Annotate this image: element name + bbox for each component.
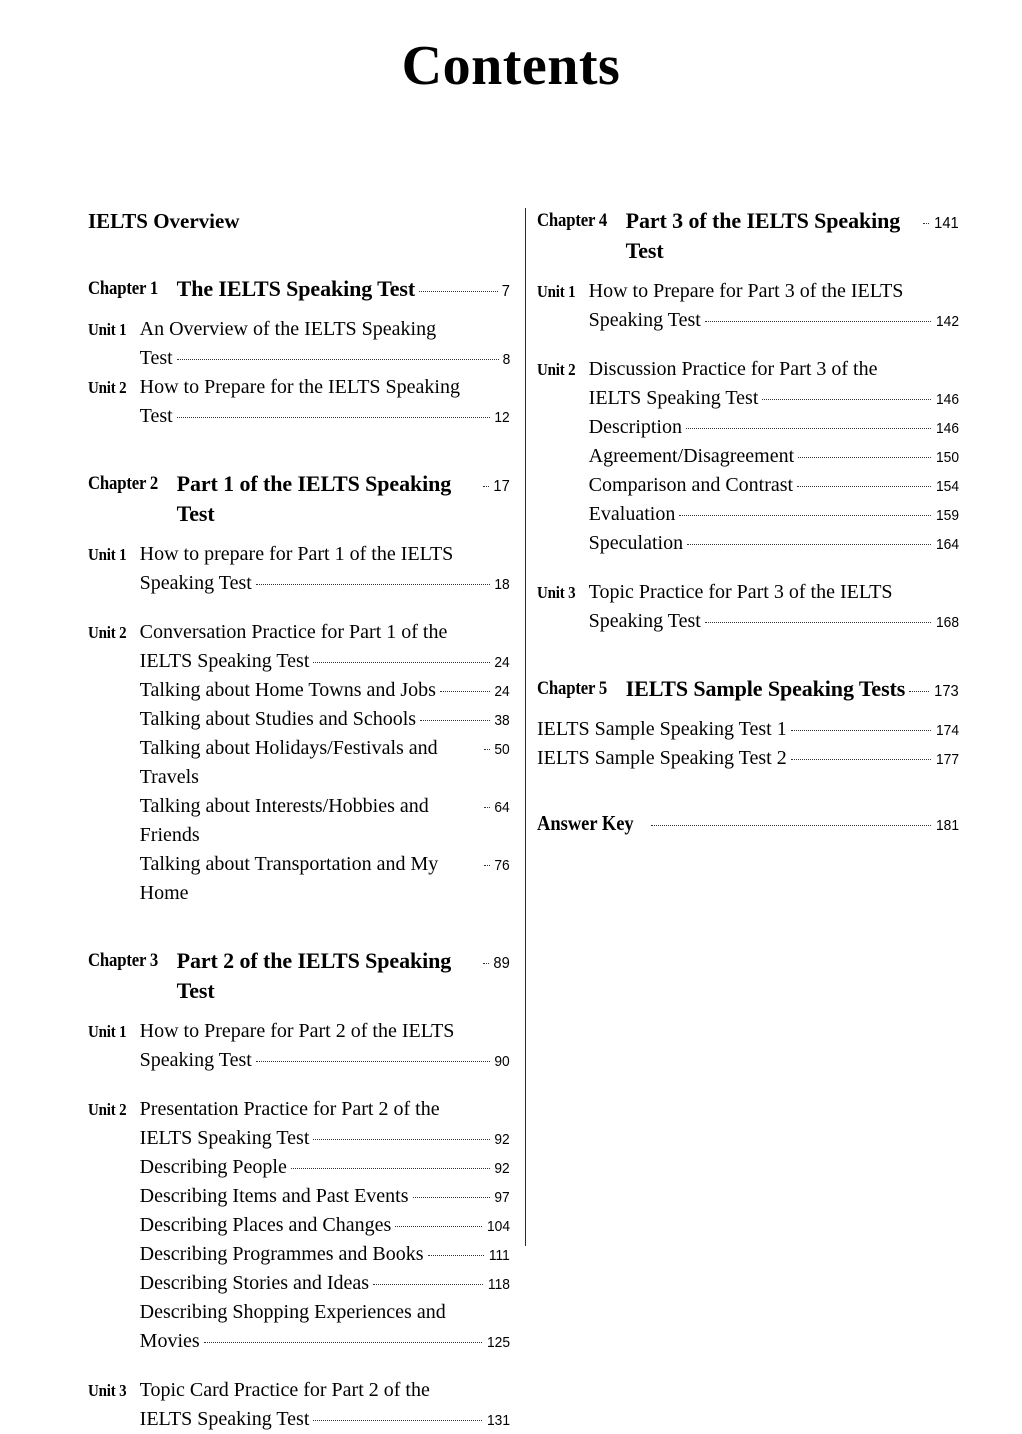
subentry-title: Talking about Transportation and My Home [139, 853, 444, 904]
spacer [88, 1006, 510, 1017]
toc-subentry-row[interactable] [140, 850, 510, 908]
chapter-title: Part 2 of the IELTS Speaking Test [176, 948, 457, 1003]
toc-unit-row[interactable] [88, 315, 510, 373]
toc-subentry-row[interactable] [589, 500, 959, 529]
page-number: 92 [494, 1160, 510, 1177]
spacer [88, 304, 510, 315]
contents-left-column [88, 206, 510, 1434]
page-number: 150 [935, 449, 959, 466]
unit-label: Unit 2 [88, 378, 127, 397]
dot-leader [762, 388, 931, 404]
spacer [88, 598, 510, 618]
unit-label: Unit 1 [88, 320, 127, 339]
dot-leader [483, 473, 489, 491]
unit-title-line: Topic Card Practice for Part 2 of the [139, 1379, 430, 1401]
page-number: 181 [935, 817, 959, 834]
spacer [88, 236, 510, 274]
unit-title-line: How to Prepare for the IELTS Speaking [139, 376, 460, 398]
toc-line [626, 206, 959, 266]
chapter-body [626, 674, 959, 704]
page-number: 146 [935, 391, 959, 408]
page-number: 142 [935, 313, 959, 330]
subentry-title: Describing Items and Past Events [139, 1185, 409, 1207]
toc-subentry-row[interactable] [140, 705, 510, 734]
toc-entry-row[interactable] [537, 744, 959, 773]
page-number: 146 [935, 420, 959, 437]
chapter-title: Part 1 of the IELTS Speaking Test [176, 471, 457, 526]
toc-entry-row[interactable] [537, 715, 959, 744]
toc-subentry-row[interactable] [140, 1327, 510, 1356]
contents-right-column [537, 206, 959, 836]
subentry-title: Talking about Holidays/Festivals and Travels [139, 737, 443, 788]
subentry-title: Description [588, 416, 682, 438]
dot-leader [440, 680, 490, 696]
page-number: 64 [494, 799, 510, 816]
page-number: 24 [494, 654, 510, 671]
dot-leader [797, 475, 931, 491]
dot-leader [923, 210, 929, 228]
page-number: 89 [493, 955, 510, 972]
unit-title-line: How to Prepare for Part 2 of the IELTS [139, 1020, 455, 1042]
toc-unit-row[interactable] [88, 1017, 510, 1075]
page-number: 118 [487, 1276, 510, 1293]
toc-line [140, 315, 510, 344]
unit-title-line: Conversation Practice for Part 1 of the [139, 621, 448, 643]
unit-label: Unit 1 [88, 1022, 127, 1041]
toc-unit-row[interactable] [88, 373, 510, 431]
dot-leader [705, 310, 931, 326]
toc-unit-row[interactable] [537, 578, 959, 636]
toc-subentry-row[interactable] [140, 676, 510, 705]
toc-subentry-row[interactable] [589, 442, 959, 471]
unit-label: Unit 1 [88, 545, 127, 564]
subentry-title: Describing Places and Changes [139, 1214, 392, 1236]
toc-line [589, 607, 959, 636]
chapter-label: Chapter 2 [88, 473, 159, 494]
page-number: 159 [935, 507, 959, 524]
page-number: 168 [935, 614, 959, 631]
page-number: 38 [494, 712, 510, 729]
toc-line [140, 373, 510, 402]
dot-leader [419, 278, 498, 296]
page-number: 50 [494, 741, 510, 758]
toc-chapter-row[interactable] [88, 469, 510, 529]
toc-line [589, 277, 959, 306]
page-number: 18 [494, 576, 510, 593]
toc-answer-key-row[interactable] [537, 811, 959, 836]
unit-body [589, 355, 959, 558]
dot-leader [791, 748, 931, 764]
entry-title: IELTS Sample Speaking Test 2 [537, 747, 787, 769]
dot-leader [420, 709, 490, 725]
unit-title-line: IELTS Speaking Test [139, 1127, 310, 1149]
toc-chapter-row[interactable] [537, 206, 959, 266]
unit-title-line: Speaking Test [588, 309, 701, 331]
unit-label: Unit 1 [537, 282, 576, 301]
toc-unit-row[interactable] [88, 618, 510, 908]
subentry-title: Describing Stories and Ideas [139, 1272, 370, 1294]
page-number: 111 [489, 1247, 510, 1264]
unit-title-line: Speaking Test [139, 1049, 252, 1071]
subentry-title: Talking about Studies and Schools [139, 708, 417, 730]
spacer [537, 558, 959, 578]
subentry-title: Agreement/Disagreement [588, 445, 795, 467]
page-number: 154 [935, 478, 959, 495]
dot-leader [687, 533, 931, 549]
unit-label: Unit 2 [88, 623, 127, 642]
unit-title-line: Test [139, 405, 173, 427]
page-number: 125 [486, 1334, 510, 1351]
dot-leader [798, 446, 931, 462]
section-heading-ielts-overview: IELTS Overview [88, 209, 240, 233]
unit-body [589, 578, 959, 636]
unit-title-line: IELTS Speaking Test [139, 650, 310, 672]
toc-subentry-row[interactable] [589, 529, 959, 558]
toc-line [589, 578, 959, 607]
page-number: 164 [935, 536, 959, 553]
page-number: 12 [494, 409, 510, 426]
spacer [537, 335, 959, 355]
chapter-title: IELTS Sample Speaking Tests [625, 676, 906, 701]
dot-leader [413, 1186, 491, 1202]
unit-title-line: Topic Practice for Part 3 of the IELTS [588, 581, 893, 603]
spacer [88, 1356, 510, 1376]
unit-body [140, 1017, 510, 1075]
toc-line [177, 274, 510, 304]
dot-leader [256, 573, 491, 589]
dot-leader [679, 504, 931, 520]
dot-leader [313, 1409, 482, 1425]
toc-line [589, 306, 959, 335]
dot-leader [705, 611, 931, 627]
unit-body [140, 1095, 510, 1356]
dot-leader [909, 678, 929, 696]
toc-line [140, 647, 510, 676]
toc-unit-row[interactable] [537, 355, 959, 558]
chapter-body [177, 946, 510, 1006]
chapter-body [626, 206, 959, 266]
toc-line [140, 1017, 510, 1046]
chapter-label: Chapter 3 [88, 950, 159, 971]
toc-unit-row[interactable] [537, 277, 959, 335]
unit-body [140, 540, 510, 598]
unit-title-line: How to Prepare for Part 3 of the IELTS [588, 280, 904, 302]
page-number: 174 [935, 722, 959, 739]
dot-leader [651, 814, 931, 830]
dot-leader [484, 854, 490, 870]
unit-title-line: Speaking Test [588, 610, 701, 632]
page-title: Contents [401, 35, 621, 97]
toc-unit-row[interactable] [88, 540, 510, 598]
dot-leader [373, 1273, 483, 1289]
toc-line [140, 1376, 510, 1405]
toc-subentry-row[interactable] [140, 792, 510, 850]
page-number: 24 [494, 683, 510, 700]
unit-label: Unit 2 [537, 360, 576, 379]
unit-title-line: Presentation Practice for Part 2 of the [139, 1098, 440, 1120]
page-number: 76 [494, 857, 510, 874]
spacer [537, 636, 959, 674]
dot-leader [177, 406, 491, 422]
subentry-title: Talking about Interests/Hobbies and Friends [139, 795, 434, 846]
unit-label: Unit 3 [537, 583, 576, 602]
page-number: 104 [486, 1218, 510, 1235]
toc-line [626, 674, 959, 704]
toc-line [140, 1405, 510, 1434]
dot-leader [291, 1157, 490, 1173]
entry-title: IELTS Sample Speaking Test 1 [537, 718, 787, 740]
toc-line [140, 344, 510, 373]
unit-title-line: Test [139, 347, 173, 369]
toc-line [589, 384, 959, 413]
spacer [88, 529, 510, 540]
spacer [88, 908, 510, 946]
subentry-title-line: Describing Shopping Experiences and [139, 1301, 446, 1323]
dot-leader [483, 950, 489, 968]
unit-body [589, 277, 959, 335]
unit-title-line: IELTS Speaking Test [139, 1408, 310, 1430]
toc-chapter-row[interactable] [88, 274, 510, 304]
toc-subentry-row[interactable] [140, 1182, 510, 1211]
spacer [537, 773, 959, 811]
page-number: 141 [934, 215, 959, 232]
unit-label: Unit 2 [88, 1100, 127, 1119]
unit-body [140, 618, 510, 908]
spacer [537, 704, 959, 715]
unit-body [140, 1376, 510, 1434]
toc-line [177, 946, 510, 1006]
subentry-title: Evaluation [588, 503, 676, 525]
chapter-body [177, 469, 510, 529]
toc-subentry-row[interactable] [589, 413, 959, 442]
toc-subentry-row[interactable] [140, 1240, 510, 1269]
unit-body [140, 315, 510, 373]
unit-title-line: IELTS Speaking Test [588, 387, 759, 409]
toc-subentry-row[interactable] [589, 471, 959, 500]
chapter-label: Chapter 5 [537, 678, 608, 699]
dot-leader [313, 1128, 490, 1144]
dot-leader [484, 796, 490, 812]
page-number: 7 [501, 283, 510, 300]
chapter-title: The IELTS Speaking Test [176, 276, 416, 301]
toc-unit-row[interactable] [88, 1095, 510, 1356]
dot-leader [395, 1215, 482, 1231]
dot-leader [256, 1050, 491, 1066]
dot-leader [484, 738, 490, 754]
chapter-label: Chapter 1 [88, 278, 159, 299]
chapter-label: Chapter 4 [537, 210, 608, 231]
toc-line [177, 469, 510, 529]
toc-line [140, 540, 510, 569]
dot-leader [428, 1244, 485, 1260]
toc-line [140, 1095, 510, 1124]
page-number: 97 [494, 1189, 510, 1206]
toc-line [589, 355, 959, 384]
page-number: 92 [494, 1131, 510, 1148]
spacer [537, 266, 959, 277]
spacer [88, 1075, 510, 1095]
toc-unit-row[interactable] [88, 1376, 510, 1434]
dot-leader [177, 348, 499, 364]
toc-chapter-row[interactable] [88, 946, 510, 1006]
unit-title-line: How to prepare for Part 1 of the IELTS [139, 543, 454, 565]
page-number: 17 [493, 478, 510, 495]
chapter-title: Part 3 of the IELTS Speaking Test [625, 208, 906, 263]
chapter-body [177, 274, 510, 304]
toc-chapter-row[interactable] [537, 674, 959, 704]
dot-leader [686, 417, 931, 433]
page-number: 8 [502, 351, 510, 368]
dot-leader [313, 651, 490, 667]
subentry-title: Speculation [588, 532, 684, 554]
page-number: 173 [934, 683, 959, 700]
page-number: 177 [935, 751, 959, 768]
toc-line [140, 618, 510, 647]
column-divider [525, 208, 526, 1246]
dot-leader [791, 719, 931, 735]
subentry-title: Talking about Home Towns and Jobs [139, 679, 436, 701]
subentry-title-line: Movies [139, 1330, 200, 1352]
toc-subentry-row[interactable] [140, 734, 510, 792]
unit-title-line: An Overview of the IELTS Speaking [139, 318, 437, 340]
toc-line [140, 402, 510, 431]
toc-subentry-row[interactable] [140, 1298, 510, 1327]
unit-label: Unit 3 [88, 1381, 127, 1400]
subentry-title: Comparison and Contrast [588, 474, 794, 496]
toc-subentry-row[interactable] [140, 1211, 510, 1240]
toc-subentry-row[interactable] [140, 1153, 510, 1182]
unit-title-line: Speaking Test [139, 572, 252, 594]
toc-subentry-row[interactable] [140, 1269, 510, 1298]
dot-leader [204, 1331, 482, 1347]
page-number: 90 [494, 1053, 510, 1070]
unit-body [140, 373, 510, 431]
spacer [88, 431, 510, 469]
toc-line [140, 1124, 510, 1153]
toc-line [140, 1046, 510, 1075]
subentry-title: Describing People [139, 1156, 287, 1178]
subentry-title: Describing Programmes and Books [139, 1243, 424, 1265]
toc-line [140, 569, 510, 598]
answer-key-title: Answer Key [537, 811, 634, 835]
unit-title-line: Discussion Practice for Part 3 of the [588, 358, 878, 380]
page-number: 131 [486, 1412, 510, 1429]
